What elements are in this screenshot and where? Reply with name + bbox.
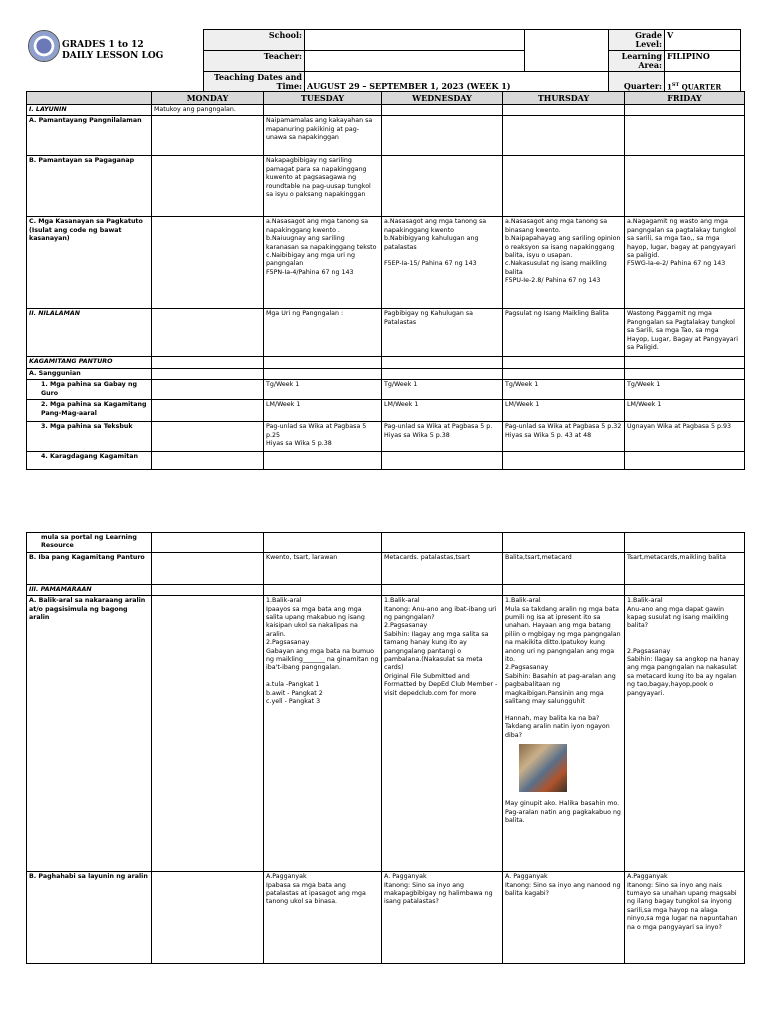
cell-monday: Matukoy ang pangngalan. <box>152 105 264 116</box>
school-label: School: <box>204 30 305 51</box>
classroom-photo <box>519 744 567 792</box>
row-label: 4. Karagdagang Kagamitan <box>27 452 152 470</box>
table-row <box>27 357 745 368</box>
row-label: I. LAYUNIN <box>27 105 152 116</box>
row-label: II. NILALAMAN <box>27 309 152 357</box>
table-row: 2. Mga pahina sa Kagamitang Pang-Mag-aaral LM/Week 1 LM/Week 1 LM/Week 1 LM/Week 1 <box>27 400 745 422</box>
table-row <box>27 452 745 470</box>
row-label: B. Paghahabi sa layunin ng aralin <box>27 872 152 964</box>
header-info-table <box>203 29 741 93</box>
cell-thursday <box>503 105 625 116</box>
table-row: B. Iba pang Kagamitang Panturo Kwento, tsart, larawan Metacards. patalastas,tsart Balita,tsart,metacard Tsart,metacards,maikling balita <box>27 552 745 584</box>
row-label: A. Balik-aral sa nakaraang aralin at/o pagsisimula ng bagong aralin <box>27 596 152 872</box>
table-row: C. Mga Kasanayan sa Pagkatuto (Isulat ang code ng bawat kasanayan) a.Nasasagot ang mga tanong sa napakinggang kwento . b.Naiuugnay ang sariling karanasan sa napakinggang teksto c.Naibibigay ang mga uri ng pangngalan F5PN-Ia-4/Pahina 67 ng 143 a.Nasasagot ang mga tanong sa napakinggang kwento b.Nabibigyang kahulugan ang patalastas F5EP-Ia-15/ Pahina 67 ng 143 a.Nasasagot ang mga tanong sa binasang kwento. b.Naipapahayag ang sariling opinion o reaksyon sa isang napakinggang balita, isyu o usapan. c.Nakasusulat ng isang maikling balita F5PU-Ie-2.8/ Pahina 67 ng 143 a.Nagagamit ng wasto ang mga pangngalan sa pagtalakay tungkol sa sarili, sa mga tao,, sa mga hayop, lugar, bagay at pangyayari sa paligid. F5WG-Ia-e-2/ Pahina 67 ng 143 <box>27 217 745 309</box>
row-label: III. PAMAMARAAN <box>27 584 152 595</box>
row-label: B. Iba pang Kagamitang Panturo <box>27 552 152 584</box>
title-line-2: DAILY LESSON LOG <box>62 51 164 61</box>
quarter-label: Quarter: <box>609 72 665 93</box>
teaching-dates-label: Teaching Dates and Time: <box>204 72 305 93</box>
row-label: 1. Mga pahina sa Gabay ng Guro <box>27 380 152 400</box>
cell-wednesday <box>382 105 503 116</box>
title-line-1: GRADES 1 to 12 <box>62 40 144 50</box>
teacher-label: Teacher: <box>204 51 305 72</box>
table-row <box>27 533 745 553</box>
day-monday: MONDAY <box>152 92 264 105</box>
table-row <box>27 105 745 116</box>
day-wednesday: WEDNESDAY <box>382 92 503 105</box>
learning-area-value: FILIPINO <box>665 51 741 72</box>
table-row: A. Balik-aral sa nakaraang aralin at/o pagsisimula ng bagong aralin 1.Balik-aral Ipaayos sa mga bata ang mga salita upang makabuo ng isang kaisipan ukol sa nakalipas na aralin. 2.Pagsasanay Gabayan ang mga bata na bumuo ng maikling_______ na ginamitan ng iba't-ibang pangngalan. a.tula -Pangkat 1 b.awit - Pangkat 2 c.yell - Pangkat 3 1.Balik-aral Itanong: Anu-ano ang ibat-ibang uri ng pangngalan? 2.Pagsasanay Sabihin: Ilagay ang mga salita sa tamang hanay kung ito ay pangngalang pantangi o pambalana.(Nakasulat sa meta cards) Original File Submitted and Formatted by DepEd Club Member - visit depedclub.com for more 1.Balik-aral Mula sa takdang aralin ng mga bata pumili ng isa at ipresent ito sa unahan. Hayaan ang mga batang piliin o mgbigay ng mga pangngalan na makikita ditto.Ipatukoy kung anong uri ng pangngalan ang mga ito. 2.Pagsasanay Sabihin: Basahin at pag-aralan ang pagbabalitaan ng magkaibigan.Pansinin ang mga salitang may salungguhit Hannah, may balita ka na ba? Takdang aralin natin iyon ngayon diba? May ginupit ako. Halika basahin mo. Pag-aralan natin ang pagkakabuo ng balita. 1.Balik-aral Anu-ano ang mga dapat gawin kapag susulat ng isang maikling balita? 2.Pagsasanay Sabihin: Ilagay sa angkop na hanay ang mga pangngalan na nakasulat sa metacard kung ito ba ay ngalan ng tao,bagay,hayop,pook o pangyayari. <box>27 596 745 872</box>
grade-level-label: Grade Level: <box>609 30 665 51</box>
quarter-value: 1ST QUARTER <box>665 72 741 93</box>
day-friday: FRIDAY <box>625 92 745 105</box>
teacher-value <box>305 51 525 72</box>
row-label: A. Pamantayang Pangnilalaman <box>27 116 152 156</box>
lesson-log-table-page-1 <box>26 91 745 470</box>
table-row <box>27 368 745 379</box>
learning-area-label: Learning Area: <box>609 51 665 72</box>
deped-seal-logo <box>28 30 60 62</box>
table-row: 3. Mga pahina sa Teksbuk Pag-unlad sa Wika at Pagbasa 5 p.25 Hiyas sa Wika 5 p.38 Pag-unlad sa Wika at Pagbasa 5 p. Hiyas sa Wika 5 p.38 Pag-unlad sa Wika at Pagbasa 5 p.32 Hiyas sa Wika 5 p. 43 at 48 Ugnayan Wika at Pagbasa 5 p.93 <box>27 422 745 452</box>
day-header-row <box>27 92 745 105</box>
table-row: 1. Mga pahina sa Gabay ng Guro Tg/Week 1 Tg/Week 1 Tg/Week 1 Tg/Week 1 <box>27 380 745 400</box>
row-label: mula sa portal ng Learning Resource <box>27 533 152 553</box>
row-label: A. Sanggunian <box>27 368 152 379</box>
table-row: B. Paghahabi sa layunin ng aralin A.Pagganyak Ipabasa sa mga bata ang patalastas at ipasagot ang mga tanong ukol sa binasa. A. Pagganyak Itanong: Sino sa inyo ang makapagbibigay ng halimbawa ng isang patalastas? A. Pagganyak Itanong: Sino sa inyo ang nanood ng balita kagabi? A.Pagganyak Itanong: Sino sa inyo ang nais tumayo sa unahan upang magsabi ng ilang bagay tungkol sa inyong sarili,sa mga hayop na alaga ninyo,sa mga lugar na napuntahan na o mga pangyayari sa inyo? <box>27 872 745 964</box>
teaching-dates-value: AUGUST 29 – SEPTEMBER 1, 2023 (WEEK 1) <box>305 72 609 93</box>
table-row: A. Pamantayang Pangnilalaman Naipamamalas ang kakayahan sa mapanuring pakikinig at pag-unawa sa napakinggan <box>27 116 745 156</box>
school-value <box>305 30 525 51</box>
table-row: II. NILALAMAN Mga Uri ng Pangngalan : Pagbibigay ng Kahulugan sa Patalastas Pagsulat ng Isang Maikling Balita Wastong Paggamit ng mga Pangngalan sa Pagtalakay tungkol sa Sarili, sa mga Tao, sa mga Hayop, Lugar, Bagay at Pangyayari sa Paligid. <box>27 309 745 357</box>
table-row <box>27 584 745 595</box>
day-tuesday: TUESDAY <box>264 92 382 105</box>
cell-thursday: 1.Balik-aral Mula sa takdang aralin ng mga bata pumili ng isa at ipresent ito sa unahan. Hayaan ang mga batang piliin o mgbigay ng mga pangngalan na makikita ditto.Ipatukoy kung anong uri ng pangngalan ang mga ito. 2.Pagsasanay Sabihin: Basahin at pag-aralan ang pagbabalitaan ng magkaibigan.Pansinin ang mga salitang may salungguhit Hannah, may balita ka na ba? Takdang aralin natin iyon ngayon diba? May ginupit ako. Halika basahin mo. Pag-aralan natin ang pagkakabuo ng balita. <box>503 596 625 872</box>
cell-friday <box>625 105 745 116</box>
document-title <box>62 40 163 62</box>
day-thursday: THURSDAY <box>503 92 625 105</box>
row-label: 3. Mga pahina sa Teksbuk <box>27 422 152 452</box>
lesson-log-table-page-2 <box>26 532 745 964</box>
cell-tuesday <box>264 105 382 116</box>
row-label: KAGAMITANG PANTURO <box>27 357 152 368</box>
row-label: B. Pamantayan sa Pagaganap <box>27 156 152 217</box>
row-label: C. Mga Kasanayan sa Pagkatuto (Isulat ang code ng bawat kasanayan) <box>27 217 152 309</box>
table-row: B. Pamantayan sa Pagaganap Nakapagbibigay ng sariling pamagat para sa napakinggang kuwento at pagsasagawa ng roundtable na pag-uusap tungkol sa isyu o paksang napakinggan <box>27 156 745 217</box>
grade-level-value: V <box>665 30 741 51</box>
row-label: 2. Mga pahina sa Kagamitang Pang-Mag-aaral <box>27 400 152 422</box>
